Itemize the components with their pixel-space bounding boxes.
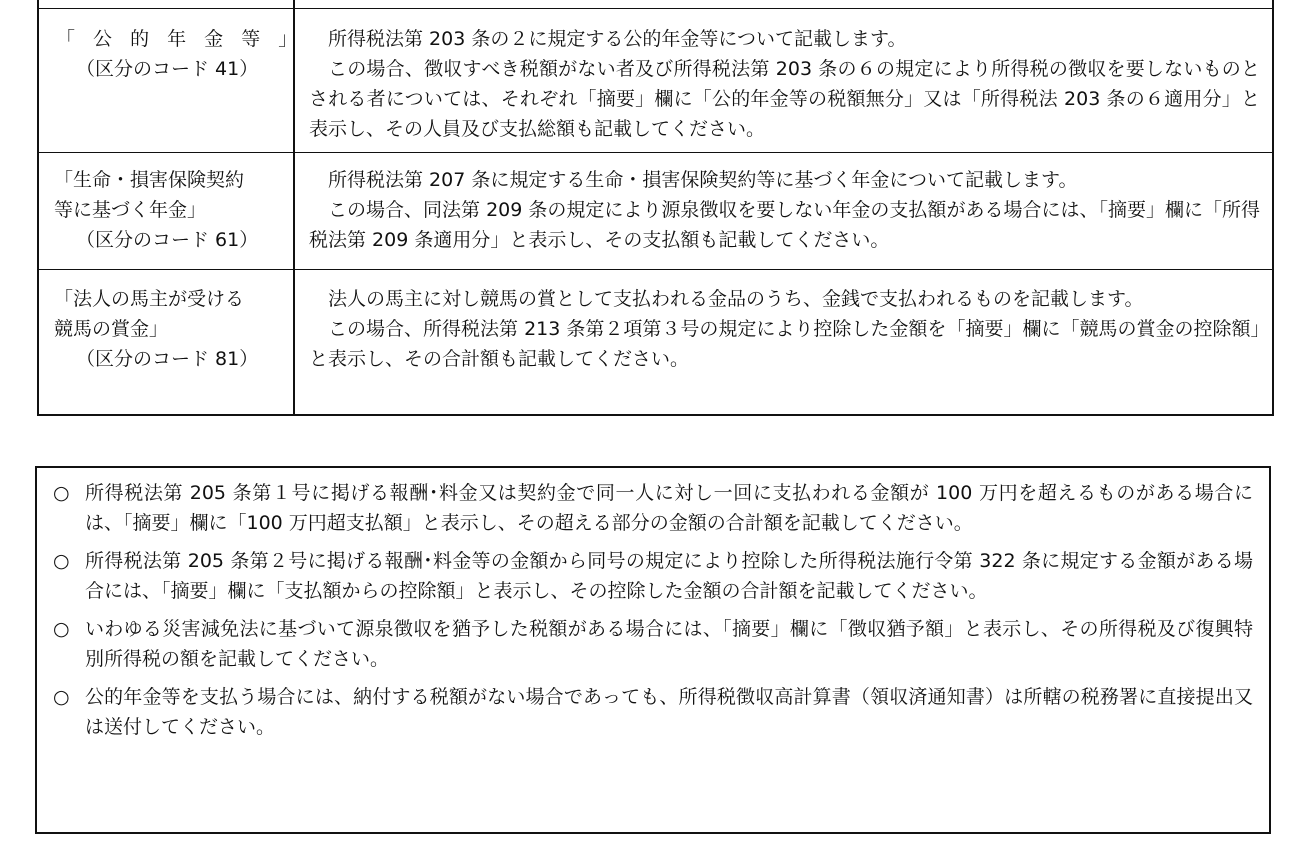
note-item — [53, 682, 1253, 742]
circle-bullet-icon: ○ — [53, 482, 70, 504]
row-label-line: 「生命・損害保険契約 — [54, 169, 245, 191]
table-row-life-insurance-pension — [38, 153, 1273, 270]
note-item — [53, 478, 1253, 538]
blank-label-cell — [38, 0, 294, 9]
row-description-cell — [294, 9, 1273, 153]
row-label-cell — [38, 153, 294, 270]
row-description-cell — [294, 153, 1273, 270]
row-label-code: （区分のコード 61） — [76, 229, 259, 251]
row-label-code: （区分のコード 81） — [76, 348, 259, 370]
row-label-line: 「 公 的 年 金 等 」 — [56, 28, 304, 50]
circle-bullet-icon: ○ — [53, 550, 70, 572]
row-description-paragraph: この場合、所得税法第 213 条第２項第３号の規定により控除した金額を「摘要」欄に「競馬の賞金の控除額」と表示し、その合計額も記載してください。 — [309, 318, 1260, 370]
row-description-paragraph: 法人の馬主に対し競馬の賞として支払われる金品のうち、金銭で支払われるものを記載します。 — [328, 288, 1144, 310]
income-category-table — [37, 0, 1274, 416]
note-text: 公的年金等を支払う場合には、納付する税額がない場合であっても、所得税徴収高計算書（領収済通知書）は所轄の税務署に直接提出又は送付してください。 — [85, 686, 1253, 738]
note-text: いわゆる災害減免法に基づいて源泉徴収を猶予した税額がある場合には、「摘要」欄に「徴収猶予額」と表示し、その所得税及び復興特別所得税の額を記載してください。 — [85, 618, 1253, 670]
row-label-line: 等に基づく年金」 — [54, 199, 207, 221]
notes-box — [35, 466, 1271, 834]
row-label-line: 競馬の賞金」 — [54, 318, 169, 340]
table-row-blank-top — [38, 0, 1273, 9]
row-description-paragraph: この場合、同法第 209 条の規定により源泉徴収を要しない年金の支払額がある場合には、「摘要」欄に「所得税法第 209 条適用分」と表示し、その支払額も記載してください。 — [309, 199, 1260, 251]
circle-bullet-icon: ○ — [53, 686, 70, 708]
row-description-cell — [294, 270, 1273, 416]
note-item — [53, 614, 1253, 674]
table-row-public-pension — [38, 9, 1273, 153]
row-label-code: （区分のコード 41） — [76, 58, 259, 80]
circle-bullet-icon: ○ — [53, 618, 70, 640]
row-description-paragraph: 所得税法第 203 条の２に規定する公的年金等について記載します。 — [328, 28, 907, 50]
table-row-horse-racing-prize — [38, 270, 1273, 416]
row-description-paragraph: 所得税法第 207 条に規定する生命・損害保険契約等に基づく年金について記載します。 — [328, 169, 1078, 191]
blank-desc-cell — [294, 0, 1273, 9]
row-label-line: 「法人の馬主が受ける — [54, 288, 245, 310]
row-label-cell — [38, 270, 294, 416]
note-text: 所得税法第 205 条第１号に掲げる報酬･料金又は契約金で同一人に対し一回に支払われる金額が 100 万円を超えるものがある場合には、「摘要」欄に「100 万円超支払額」と表示し、その超える部分の金額の合計額を記載してください。 — [85, 482, 1253, 534]
note-text: 所得税法第 205 条第２号に掲げる報酬･料金等の金額から同号の規定により控除した所得税法施行令第 322 条に規定する金額がある場合には、「摘要」欄に「支払額からの控除額」と表示し、その控除した金額の合計額を記載してください。 — [85, 550, 1253, 602]
row-description-paragraph: この場合、徴収すべき税額がない者及び所得税法第 203 条の６の規定により所得税の徴収を要しないものとされる者については、それぞれ「摘要」欄に「公的年金等の税額無分」又は「所得税法 203 条の６適用分」と表示し、その人員及び支払総額も記載してください。 — [309, 58, 1260, 140]
note-item — [53, 546, 1253, 606]
row-label-cell — [38, 9, 304, 153]
